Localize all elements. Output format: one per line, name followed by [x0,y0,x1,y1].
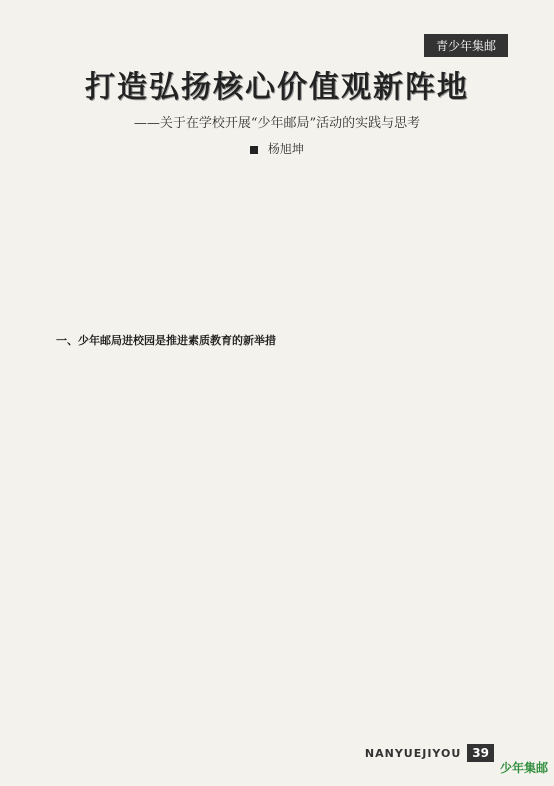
page-number: 39 [467,744,494,762]
author-name: 杨旭坤 [267,142,304,156]
author-line [0,140,554,157]
magazine-name: NANYUEJIYOU [364,746,462,760]
article-title: 打造弘扬核心价值观新阵地 [85,70,469,105]
section-heading: 一、少年邮局进校园是推进素质教育的新举措 [56,334,276,347]
column-tag: 青少年集邮 [424,34,508,57]
square-bullet-icon [250,146,258,154]
corner-logo: 少年集邮 [499,761,548,775]
article-subtitle: ——关于在学校开展“少年邮局”活动的实践与思考 [133,116,421,131]
page-footer [365,744,494,762]
